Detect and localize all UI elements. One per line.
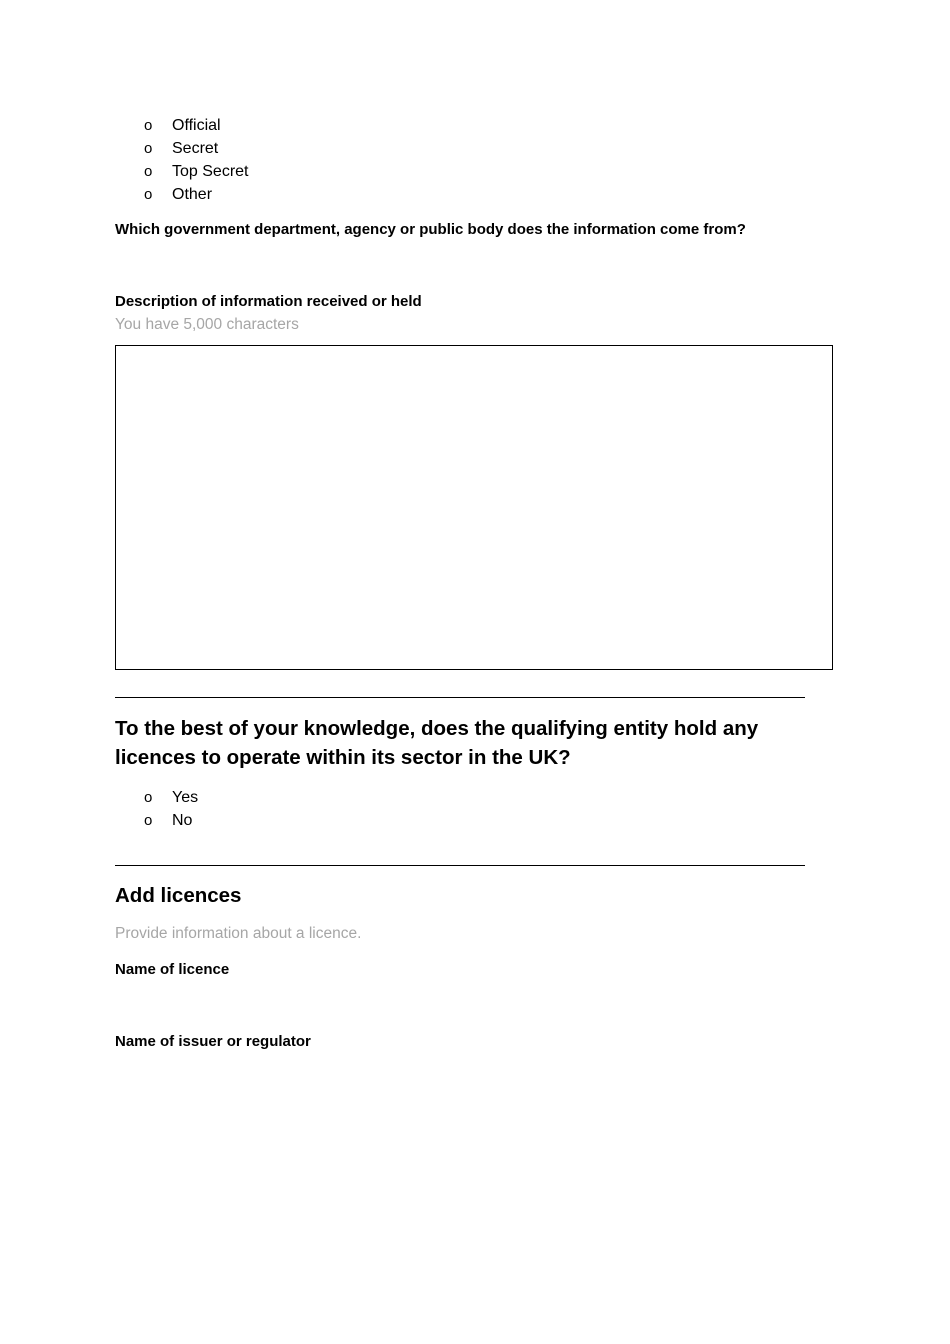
radio-option-secret[interactable] [115, 137, 248, 160]
description-hint: You have 5,000 characters [115, 316, 299, 333]
radio-bullet-icon[interactable]: o [144, 812, 153, 829]
radio-option-label: Top Secret [172, 163, 249, 180]
radio-option-label: Official [172, 117, 221, 134]
classification-options [115, 114, 248, 206]
add-licences-hint: Provide information about a licence. [115, 925, 362, 942]
licence-name-label: Name of licence [115, 961, 230, 978]
section-divider [115, 697, 805, 698]
radio-option-label: Yes [172, 789, 199, 806]
radio-option-top-secret[interactable] [115, 160, 248, 183]
radio-option-other[interactable] [115, 183, 248, 206]
radio-bullet-icon[interactable]: o [144, 789, 153, 806]
licences-options [115, 786, 198, 832]
radio-option-official[interactable] [115, 114, 248, 137]
issuer-name-label: Name of issuer or regulator [115, 1033, 311, 1050]
radio-bullet-icon[interactable]: o [144, 186, 153, 203]
radio-option-label: No [172, 812, 193, 829]
section-divider [115, 865, 805, 866]
licences-question-heading: To the best of your knowledge, does the qualifying entity hold any licences to operate within its sector in the UK? [115, 717, 759, 769]
radio-bullet-icon[interactable]: o [144, 117, 153, 134]
radio-option-label: Secret [172, 140, 219, 157]
description-label: Description of information received or held [115, 293, 422, 310]
description-textarea[interactable] [115, 345, 833, 670]
radio-option-no[interactable] [115, 809, 198, 832]
radio-bullet-icon[interactable]: o [144, 140, 153, 157]
source-question-label: Which government department, agency or public body does the information come from? [115, 221, 746, 238]
radio-option-yes[interactable] [115, 786, 198, 809]
radio-option-label: Other [172, 186, 213, 203]
radio-bullet-icon[interactable]: o [144, 163, 153, 180]
add-licences-heading: Add licences [115, 884, 242, 907]
